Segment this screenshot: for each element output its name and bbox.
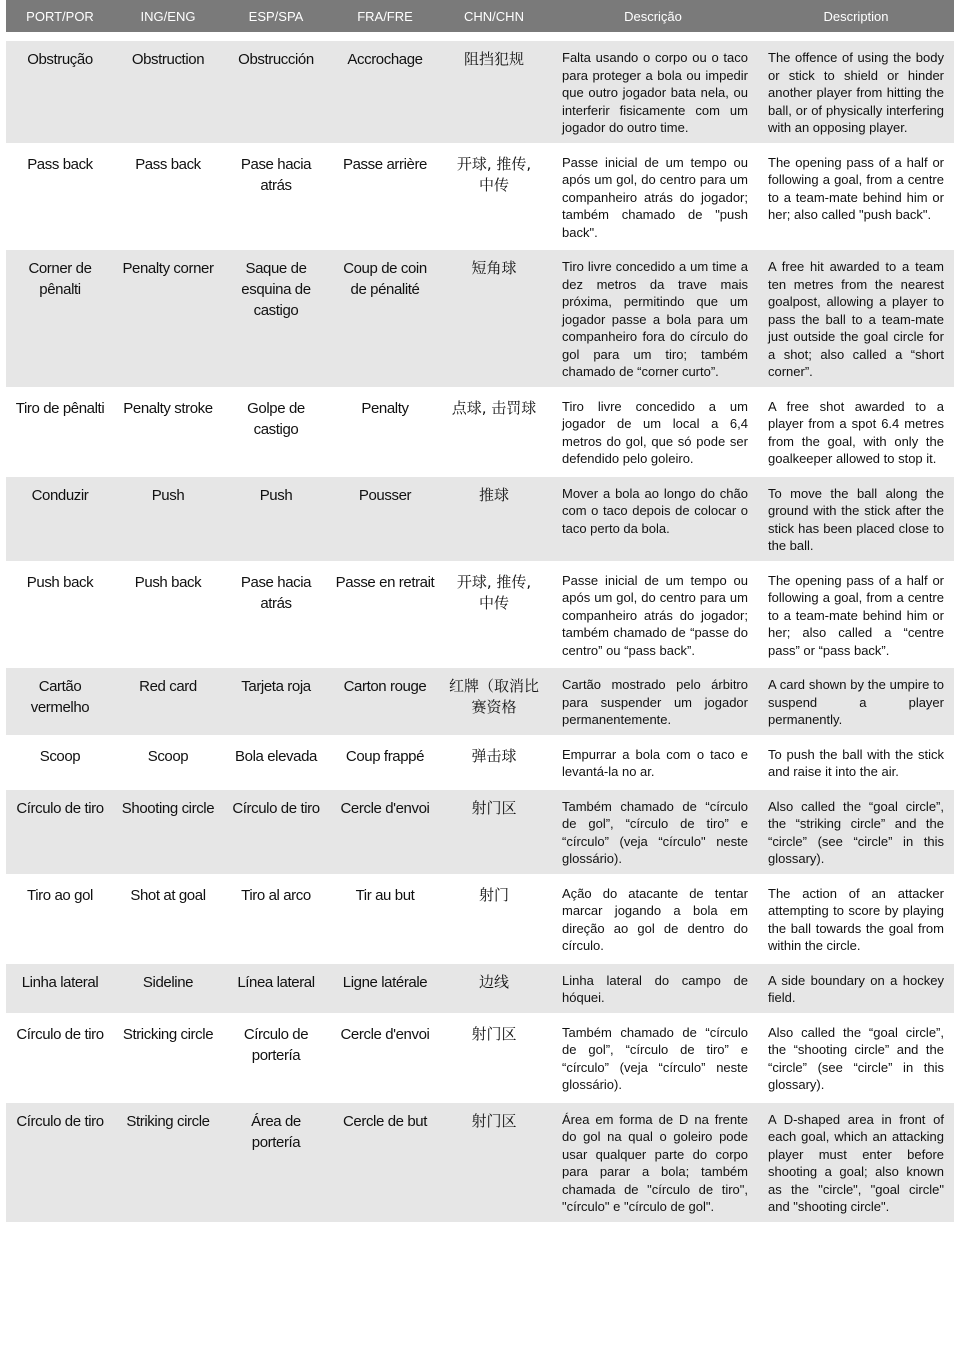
description-pt: Também chamado de “círculo de gol”, “círculo de tiro” e “círculo” (veja “círculo" neste glossário). — [548, 788, 758, 875]
description-pt: Passe inicial de um tempo ou após um gol, do centro para um companheiro atrás do jogador; também chamado de "push back". — [548, 144, 758, 249]
description-en: The action of an attacker attempting to score by playing the ball towards the goal from within the circle. — [758, 875, 954, 962]
table-row — [6, 41, 954, 144]
term-por: Conduzir — [6, 475, 114, 562]
table-row — [6, 1101, 954, 1223]
term-chn: 点球, 击罚球 — [440, 388, 548, 475]
term-por: Tiro ao gol — [6, 875, 114, 962]
description-en: A free hit awarded to a team ten metres from the nearest goalpost, allowing a player to pass the ball to a team-mate just outside the goal circle for a shot; also called a “short corner”. — [758, 249, 954, 389]
description-en: To move the ball along the ground with the stick after the stick has been placed close to the ball. — [758, 475, 954, 562]
term-chn: 开球, 推传, 中传 — [440, 562, 548, 667]
term-chn: 射门区 — [440, 1101, 548, 1223]
header-description: Description — [758, 0, 954, 32]
term-fra: Coup de coin de pénalité — [330, 249, 440, 389]
table-row — [6, 736, 954, 788]
term-chn: 射门 — [440, 875, 548, 962]
term-por: Círculo de tiro — [6, 1101, 114, 1223]
table-body — [6, 32, 954, 1223]
term-esp: Push — [222, 475, 330, 562]
term-por: Cartão vermelho — [6, 667, 114, 737]
term-fra: Pousser — [330, 475, 440, 562]
description-en: A free shot awarded to a player from a spot 6.4 metres from the goal, with only the goalkeeper allowed to stop it. — [758, 388, 954, 475]
term-fra: Passe en retrait — [330, 562, 440, 667]
term-eng: Red card — [114, 667, 222, 737]
term-eng: Pass back — [114, 144, 222, 249]
term-esp: Golpe de castigo — [222, 388, 330, 475]
term-fra: Tir au but — [330, 875, 440, 962]
term-fra: Passe arrière — [330, 144, 440, 249]
term-por: Círculo de tiro — [6, 788, 114, 875]
description-pt: Tiro livre concedido a um time a dez metros da trave mais próxima, permitindo que um jogador passe a bola para um companheiro fora do círculo do gol para um tiro; também chamado de “corner curto”. — [548, 249, 758, 389]
table-row — [6, 962, 954, 1014]
term-eng: Shooting circle — [114, 788, 222, 875]
description-pt: Linha lateral do campo de hóquei. — [548, 962, 758, 1014]
term-eng: Push back — [114, 562, 222, 667]
description-pt: Passe inicial de um tempo ou após um gol, do centro para um companheiro atrás do jogador; também chamado de “passe do centro” ou “pass back”. — [548, 562, 758, 667]
description-en: Also called the “goal circle”, the “striking circle” and the “circle” (see “circle” in this glossary). — [758, 788, 954, 875]
description-en: The opening pass of a half or following a goal, from a centre to a team-mate behind him or her; also called a “centre pass” or “pass back”. — [758, 562, 954, 667]
description-en: A D-shaped area in front of each goal, which an attacking player must enter before shooting a goal; also known as the "circle", "goal circle" and "shooting circle". — [758, 1101, 954, 1223]
term-esp: Círculo de tiro — [222, 788, 330, 875]
table-row — [6, 562, 954, 667]
term-chn: 阻挡犯规 — [440, 41, 548, 144]
description-pt: Falta usando o corpo ou o taco para proteger a bola ou impedir que outro jogador bata nela, ou interferir fisicamente com um jogador do outro time. — [548, 41, 758, 144]
term-chn: 射门区 — [440, 1014, 548, 1101]
description-pt: Também chamado de “círculo de gol”, “círculo de tiro” e “círculo” (veja “círculo” neste glossário). — [548, 1014, 758, 1101]
description-pt: Ação do atacante de tentar marcar jogando a bola em direção ao gol de dentro do círculo. — [548, 875, 758, 962]
header-fra: FRA/FRE — [330, 0, 440, 32]
term-eng: Scoop — [114, 736, 222, 788]
term-eng: Stricking circle — [114, 1014, 222, 1101]
term-fra: Coup frappé — [330, 736, 440, 788]
term-esp: Bola elevada — [222, 736, 330, 788]
term-por: Tiro de pênalti — [6, 388, 114, 475]
term-chn: 射门区 — [440, 788, 548, 875]
term-fra: Penalty — [330, 388, 440, 475]
term-esp: Tarjeta roja — [222, 667, 330, 737]
term-por: Corner de pênalti — [6, 249, 114, 389]
term-por: Push back — [6, 562, 114, 667]
term-por: Obstrução — [6, 41, 114, 144]
description-en: The opening pass of a half or following a goal, from a centre to a team-mate behind him or her; also called "push back". — [758, 144, 954, 249]
table-row — [6, 249, 954, 389]
term-chn: 红牌（取消比赛资格 — [440, 667, 548, 737]
header-descricao: Descrição — [548, 0, 758, 32]
description-en: A card shown by the umpire to suspend a player permanently. — [758, 667, 954, 737]
table-header — [6, 0, 954, 32]
term-chn: 短角球 — [440, 249, 548, 389]
term-esp: Área de portería — [222, 1101, 330, 1223]
header-eng: ING/ENG — [114, 0, 222, 32]
term-eng: Shot at goal — [114, 875, 222, 962]
term-fra: Accrochage — [330, 41, 440, 144]
term-eng: Striking circle — [114, 1101, 222, 1223]
term-eng: Penalty stroke — [114, 388, 222, 475]
term-por: Scoop — [6, 736, 114, 788]
term-por: Círculo de tiro — [6, 1014, 114, 1101]
term-chn: 开球, 推传, 中传 — [440, 144, 548, 249]
description-pt: Área em forma de D na frente do gol na qual o goleiro pode usar qualquer parte do corpo para parar a bola; também chamada de "círculo de tiro", "círculo" e "círculo de gol". — [548, 1101, 758, 1223]
term-esp: Línea lateral — [222, 962, 330, 1014]
term-fra: Ligne latérale — [330, 962, 440, 1014]
term-chn: 推球 — [440, 475, 548, 562]
description-en: A side boundary on a hockey field. — [758, 962, 954, 1014]
description-en: Also called the “goal circle”, the “shooting circle” and the “circle” (see “circle” in this glossary). — [758, 1014, 954, 1101]
term-eng: Push — [114, 475, 222, 562]
description-pt: Empurrar a bola com o taco e levantá-la no ar. — [548, 736, 758, 788]
table-row — [6, 475, 954, 562]
term-eng: Penalty corner — [114, 249, 222, 389]
glossary-table — [6, 0, 954, 1225]
table-row — [6, 144, 954, 249]
term-esp: Tiro al arco — [222, 875, 330, 962]
term-fra: Cercle d'envoi — [330, 788, 440, 875]
description-pt: Mover a bola ao longo do chão com o taco depois de colocar o taco perto da bola. — [548, 475, 758, 562]
glossary-page — [6, 0, 954, 1225]
term-chn: 边线 — [440, 962, 548, 1014]
header-chn: CHN/CHN — [440, 0, 548, 32]
term-eng: Obstruction — [114, 41, 222, 144]
term-esp: Obstrucción — [222, 41, 330, 144]
term-esp: Pase hacia atrás — [222, 144, 330, 249]
term-eng: Sideline — [114, 962, 222, 1014]
term-por: Pass back — [6, 144, 114, 249]
term-esp: Pase hacia atrás — [222, 562, 330, 667]
description-en: The offence of using the body or stick to shield or hinder another player from hitting the ball, or of physically interfering with an opposing player. — [758, 41, 954, 144]
term-fra: Cercle de but — [330, 1101, 440, 1223]
description-pt: Tiro livre concedido a um jogador de um local a 6,4 metros do gol, que só pode ser defendido pelo goleiro. — [548, 388, 758, 475]
term-esp: Saque de esquina de castigo — [222, 249, 330, 389]
table-row — [6, 875, 954, 962]
term-chn: 弹击球 — [440, 736, 548, 788]
header-por: PORT/POR — [6, 0, 114, 32]
table-row — [6, 667, 954, 737]
table-row — [6, 1014, 954, 1101]
header-esp: ESP/SPA — [222, 0, 330, 32]
term-fra: Carton rouge — [330, 667, 440, 737]
table-row — [6, 788, 954, 875]
description-en: To push the ball with the stick and raise it into the air. — [758, 736, 954, 788]
term-esp: Círculo de portería — [222, 1014, 330, 1101]
term-fra: Cercle d'envoi — [330, 1014, 440, 1101]
term-por: Linha lateral — [6, 962, 114, 1014]
table-row — [6, 388, 954, 475]
description-pt: Cartão mostrado pelo árbitro para suspender um jogador permanentemente. — [548, 667, 758, 737]
